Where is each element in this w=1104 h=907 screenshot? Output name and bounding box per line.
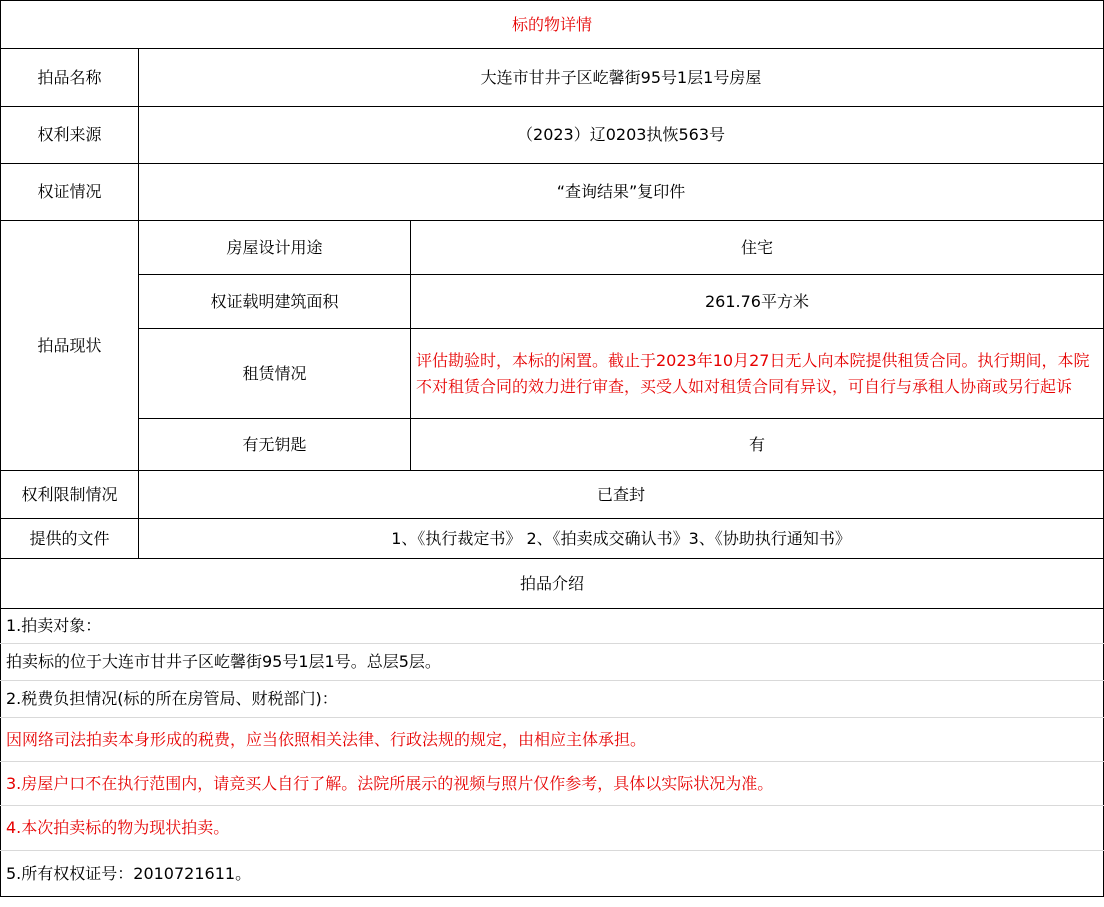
intro-line xyxy=(1,609,1104,644)
label-item-name: 拍品名称 xyxy=(1,49,139,107)
label-certificate: 权证情况 xyxy=(1,164,139,221)
intro-line-3: 2.税费负担情况(标的所在房管局、财税部门)： xyxy=(1,681,1104,718)
value-certificate: “查询结果”复印件 xyxy=(139,164,1104,221)
label-design-use: 房屋设计用途 xyxy=(139,221,411,275)
value-building-area: 261.76平方米 xyxy=(411,275,1104,329)
row-certificate xyxy=(1,164,1104,221)
value-design-use: 住宅 xyxy=(411,221,1104,275)
label-provided-files: 提供的文件 xyxy=(1,519,139,559)
value-provided-files: 1、《执行裁定书》 2、《拍卖成交确认书》3、《协助执行通知书》 xyxy=(139,519,1104,559)
row-lease-status xyxy=(1,329,1104,419)
label-item-status: 拍品现状 xyxy=(1,221,139,471)
row-building-area xyxy=(1,275,1104,329)
intro-line-5: 3.房屋户口不在执行范围内，请竞买人自行了解。法院所展示的视频与照片仅作参考，具体以实际状况为准。 xyxy=(1,762,1104,806)
intro-line-2: 拍卖标的位于大连市甘井子区屹馨街95号1层1号。总层5层。 xyxy=(1,644,1104,681)
detail-title: 标的物详情 xyxy=(1,1,1104,49)
intro-line xyxy=(1,762,1104,806)
intro-title: 拍品介绍 xyxy=(1,559,1104,609)
intro-line xyxy=(1,806,1104,851)
label-rights-source: 权利来源 xyxy=(1,107,139,164)
row-restriction xyxy=(1,471,1104,519)
value-rights-source: （2023）辽0203执恢563号 xyxy=(139,107,1104,164)
intro-line-4: 因网络司法拍卖本身形成的税费，应当依照相关法律、行政法规的规定，由相应主体承担。 xyxy=(1,718,1104,762)
intro-line xyxy=(1,851,1104,897)
intro-line-7: 5.所有权权证号：2010721611。 xyxy=(1,851,1104,897)
label-building-area: 权证载明建筑面积 xyxy=(139,275,411,329)
label-key-status: 有无钥匙 xyxy=(139,419,411,471)
row-design-use xyxy=(1,221,1104,275)
label-lease-status: 租赁情况 xyxy=(139,329,411,419)
row-rights-source xyxy=(1,107,1104,164)
value-lease-status: 评估勘验时，本标的闲置。截止于2023年10月27日无人向本院提供租赁合同。执行期间，本院不对租赁合同的效力进行审查，买受人如对租赁合同有异议，可自行与承租人协商或另行起诉 xyxy=(411,329,1104,419)
row-intro-title xyxy=(1,559,1104,609)
value-item-name: 大连市甘井子区屹馨街95号1层1号房屋 xyxy=(139,49,1104,107)
row-provided-files xyxy=(1,519,1104,559)
label-restriction: 权利限制情况 xyxy=(1,471,139,519)
value-restriction: 已查封 xyxy=(139,471,1104,519)
intro-line-6: 4.本次拍卖标的物为现状拍卖。 xyxy=(1,806,1104,851)
intro-line-1: 1.拍卖对象： xyxy=(1,609,1104,644)
intro-line xyxy=(1,644,1104,681)
intro-line xyxy=(1,681,1104,718)
intro-line xyxy=(1,718,1104,762)
row-item-name xyxy=(1,49,1104,107)
row-key-status xyxy=(1,419,1104,471)
value-key-status: 有 xyxy=(411,419,1104,471)
header-row xyxy=(1,1,1104,49)
